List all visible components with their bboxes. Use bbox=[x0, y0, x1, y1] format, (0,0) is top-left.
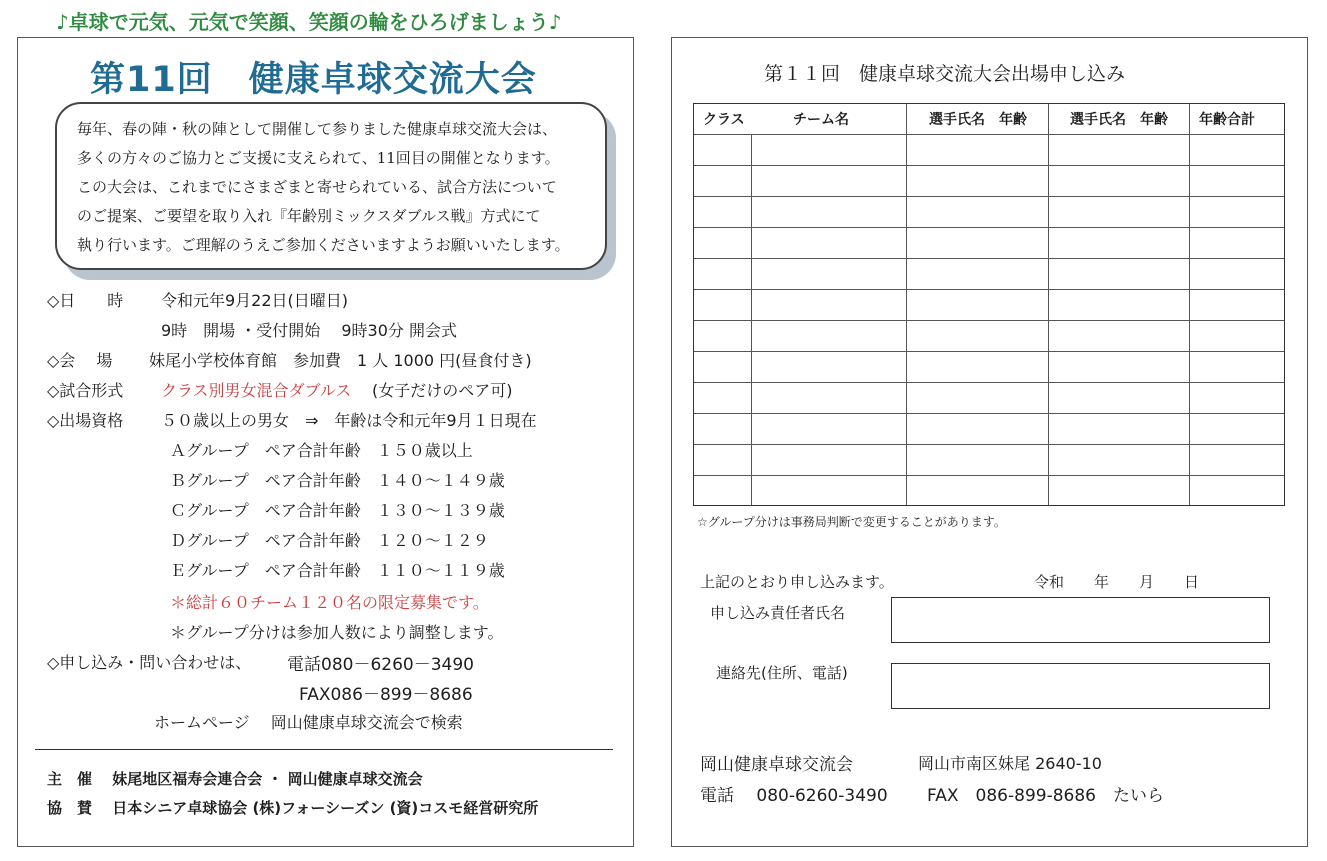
group-item: Ｃグループ ペア合計年齢 １３０〜１３９歳 bbox=[170, 501, 505, 520]
responsible-label: 申し込み責任者氏名 bbox=[710, 604, 846, 622]
contact-phone: 電話080－6260－3490 bbox=[287, 655, 474, 675]
limit-note: ＊総計６０チーム１２０名の限定募集です。 bbox=[170, 593, 489, 612]
table-row bbox=[694, 382, 1284, 383]
table-header-player2: 選手氏名 年齢 bbox=[1070, 112, 1168, 128]
table-row bbox=[694, 351, 1284, 352]
table-row bbox=[694, 413, 1284, 414]
format-value: クラス別男女混合ダブルス bbox=[161, 381, 352, 400]
table-row bbox=[694, 258, 1284, 259]
apply-date: 令和 年 月 日 bbox=[1034, 573, 1200, 591]
event-flyer-panel bbox=[17, 37, 634, 847]
intro-line: この大会は、これまでにさまざまと寄せられている、試合方法について bbox=[77, 178, 557, 196]
table-row bbox=[694, 165, 1284, 166]
homepage-search: ホームページ 岡山健康卓球交流会で検索 bbox=[154, 713, 463, 732]
org-address: 岡山市南区妹尾 2640-10 bbox=[918, 754, 1102, 773]
group-item: Ｂグループ ペア合計年齢 １４０〜１４９歳 bbox=[170, 471, 505, 490]
contact-field-label: 連絡先(住所、電話) bbox=[716, 664, 848, 682]
intro-line: 多くの方々のご協力とご支援に支えられて、11回目の開催となります。 bbox=[77, 149, 560, 167]
venue-label: ◇会 場 bbox=[47, 351, 113, 370]
table-header-class: クラス bbox=[703, 112, 745, 128]
table-row bbox=[694, 320, 1284, 321]
slogan-banner: ♪卓球で元気、元気で笑顔、笑顔の輪をひろげましょう♪ bbox=[56, 10, 562, 34]
org-name: 岡山健康卓球交流会 bbox=[700, 755, 853, 775]
intro-box bbox=[55, 102, 607, 270]
time-value: 9時 開場 ・受付開始 9時30分 開会式 bbox=[161, 321, 457, 340]
divider bbox=[35, 749, 613, 750]
form-title: 第１１回 健康卓球交流大会出場申し込み bbox=[764, 63, 1126, 85]
table-row bbox=[694, 134, 1284, 135]
eligibility-value: ５０歳以上の男女 ⇒ 年齢は令和元年9月１日現在 bbox=[161, 411, 537, 430]
intro-line: 毎年、春の陣・秋の陣として開催して参りました健康卓球交流大会は、 bbox=[77, 120, 558, 138]
org-phone-fax: 電話 080-6260-3490 FAX 086-899-8686 たいら bbox=[700, 786, 1164, 806]
group-item: Ｄグループ ペア合計年齢 １２０〜１２９ bbox=[170, 531, 489, 550]
intro-line: のご提案、ご要望を取り入れ『年齢別ミックスダブルス戦』方式にて bbox=[77, 207, 541, 225]
format-note: (女子だけのペア可) bbox=[372, 381, 513, 400]
date-label: ◇日 時 bbox=[47, 291, 124, 310]
grouping-note: ☆グループ分けは事務局判断で変更することがあります。 bbox=[697, 515, 1006, 529]
group-adjust-note: ＊グループ分けは参加人数により調整します。 bbox=[170, 623, 504, 642]
entry-table bbox=[693, 103, 1285, 506]
group-item: Ｅグループ ペア合計年齢 １１０〜１１９歳 bbox=[170, 561, 505, 580]
table-row bbox=[694, 444, 1284, 445]
table-row bbox=[694, 289, 1284, 290]
table-header-player1: 選手氏名 年齢 bbox=[929, 112, 1027, 128]
contact-field[interactable] bbox=[891, 663, 1270, 709]
responsible-name-field[interactable] bbox=[891, 597, 1270, 643]
table-header-team: チーム名 bbox=[793, 112, 849, 128]
eligibility-label: ◇出場資格 bbox=[47, 411, 124, 430]
sponsor-line: 協 賛 日本シニア卓球協会 (株)フォーシーズン (資)コスモ経営研究所 bbox=[47, 799, 539, 817]
date-value: 令和元年9月22日(日曜日) bbox=[161, 291, 349, 310]
contact-label: ◇申し込み・問い合わせは、 bbox=[47, 653, 252, 672]
intro-line: 執り行います。ご理解のうえご参加くださいますようお願いいたします。 bbox=[77, 236, 570, 254]
contact-fax: FAX086－899－8686 bbox=[299, 685, 473, 705]
apply-text: 上記のとおり申し込みます。 bbox=[700, 573, 894, 591]
application-form-panel bbox=[671, 37, 1308, 847]
table-row bbox=[694, 227, 1284, 228]
group-item: Ａグループ ペア合計年齢 １５０歳以上 bbox=[170, 441, 473, 460]
table-row bbox=[694, 196, 1284, 197]
event-title: 第11回 健康卓球交流大会 bbox=[90, 60, 537, 100]
table-row bbox=[694, 475, 1284, 476]
format-label: ◇試合形式 bbox=[47, 381, 124, 400]
table-header-total-age: 年齢合計 bbox=[1199, 112, 1255, 128]
venue-value: 妹尾小学校体育館 参加費 1 人 1000 円(昼食付き) bbox=[149, 351, 532, 370]
organizer-line: 主 催 妹尾地区福寿会連合会 ・ 岡山健康卓球交流会 bbox=[47, 770, 423, 788]
